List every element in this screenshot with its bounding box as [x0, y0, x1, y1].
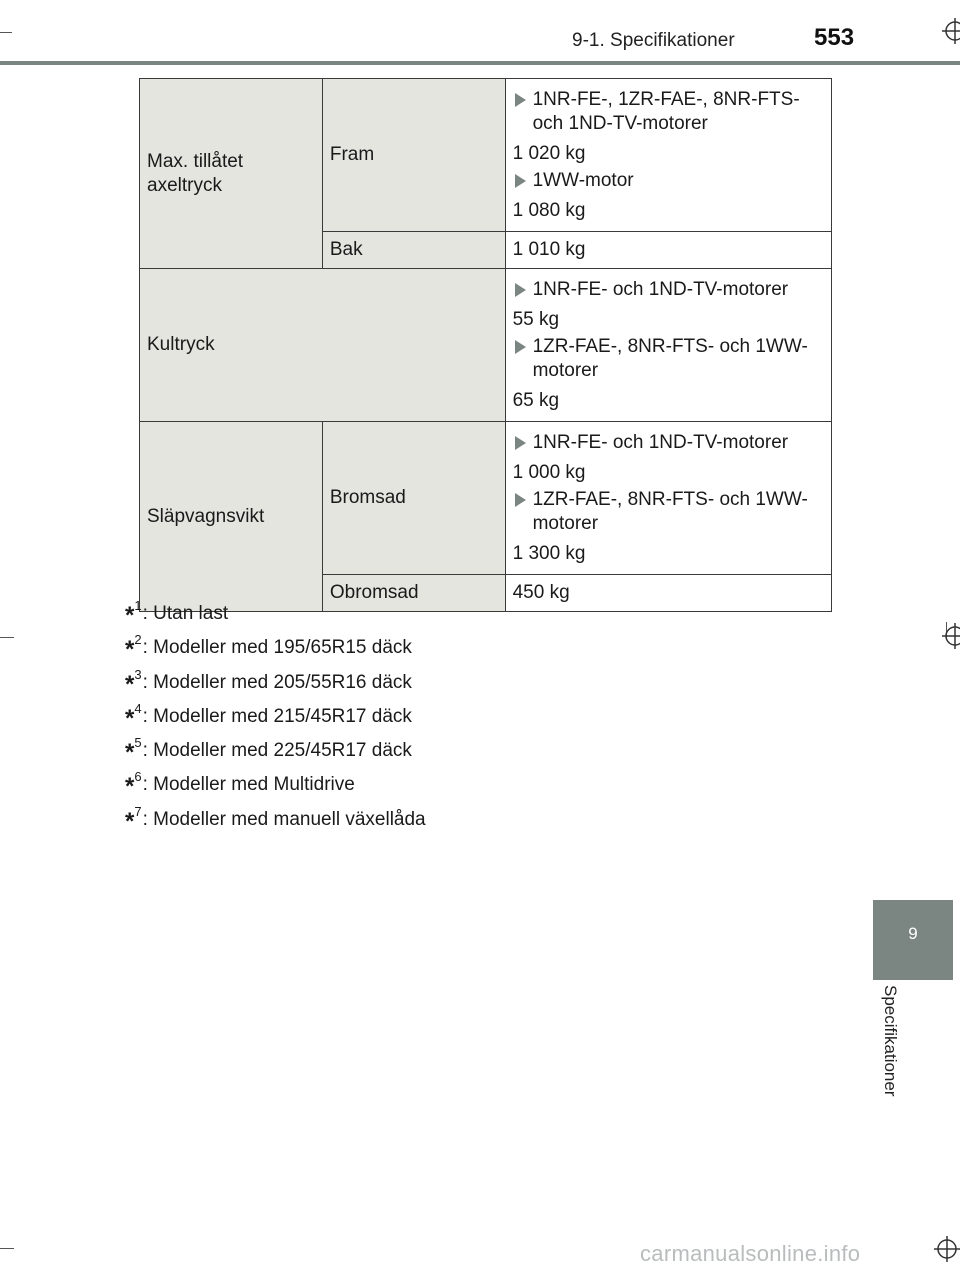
footnote: * $^1$ : Utan last	[125, 598, 229, 629]
weight-value: 1 300 kg	[512, 543, 586, 564]
weight-value: 1 020 kg	[512, 143, 586, 164]
list-item: 1NR-FE- och 1ND-TV-motorer	[513, 431, 824, 455]
sub-label-rear: Bak	[322, 232, 505, 269]
list-item: 1ZR-FAE-, 8NR-FTS- och 1WW-motorer	[513, 488, 824, 536]
triangle-bullet-icon	[515, 340, 526, 354]
row-label-ball-load: Kultryck	[140, 269, 506, 422]
page-number: 553	[814, 24, 855, 51]
triangle-bullet-icon	[515, 493, 526, 507]
crop-mark	[0, 637, 14, 638]
chapter-number: 9	[908, 924, 918, 943]
value-unbraked: 450 kg	[505, 575, 831, 612]
triangle-bullet-icon	[515, 436, 526, 450]
footnote: * $^4$ : Modeller med 215/45R17 däck	[125, 700, 412, 732]
weight-value: 55 kg	[512, 309, 560, 330]
sub-label-braked: Bromsad	[322, 422, 505, 575]
crop-mark	[0, 1248, 14, 1249]
value-rear-axle: 1 010 kg	[505, 232, 831, 269]
registration-mark-icon	[942, 623, 960, 649]
header-section-title: 9-1. Specifikationer	[572, 30, 735, 51]
table-row	[140, 79, 832, 232]
triangle-bullet-icon	[515, 93, 526, 107]
specification-table	[139, 78, 832, 612]
footnote: * $^7$ : Modeller med manuell växellåda	[125, 803, 426, 835]
footnotes	[125, 598, 426, 838]
footnote: * $^2$ : Modeller med 195/65R15 däck	[125, 632, 412, 664]
page-header	[0, 0, 960, 70]
chapter-side-label	[878, 985, 904, 1125]
footnote: * $^5$ : Modeller med 225/45R17 däck	[125, 735, 412, 767]
value-ball-load	[505, 269, 831, 422]
weight-value: 1 000 kg	[512, 462, 586, 483]
weight-value: 1 080 kg	[512, 200, 586, 221]
table-row	[140, 269, 832, 422]
weight-value: 65 kg	[512, 390, 560, 411]
table-row	[140, 422, 832, 575]
row-label-trailer-weight: Släpvagnsvikt	[140, 422, 323, 612]
registration-mark-icon	[942, 18, 960, 44]
list-item: 1WW-motor	[513, 169, 824, 193]
value-front-axle	[505, 79, 831, 232]
list-item: 1NR-FE- och 1ND-TV-motorer	[513, 278, 824, 302]
footnote: * $^6$ : Modeller med Multidrive	[125, 769, 355, 801]
watermark: carmanualsonline.info	[640, 1241, 861, 1266]
triangle-bullet-icon	[515, 283, 526, 297]
crop-mark	[0, 32, 12, 33]
footnote: * $^3$ : Modeller med 205/55R16 däck	[125, 666, 412, 698]
registration-mark-icon	[934, 1236, 960, 1262]
list-item: 1ZR-FAE-, 8NR-FTS- och 1WW-motorer	[513, 335, 824, 383]
list-item: 1NR-FE-, 1ZR-FAE-, 8NR-FTS- och 1ND-TV-motorer	[513, 88, 824, 136]
sub-label-unbraked: Obromsad	[322, 575, 505, 612]
row-label-axle-load: Max. tillåtet axeltryck	[140, 79, 323, 269]
value-braked	[505, 422, 831, 575]
sub-label-front: Fram	[322, 79, 505, 232]
chapter-tab[interactable]	[873, 900, 953, 980]
header-rule	[0, 61, 960, 65]
chapter-title: Specifikationer	[881, 985, 900, 1097]
triangle-bullet-icon	[515, 174, 526, 188]
